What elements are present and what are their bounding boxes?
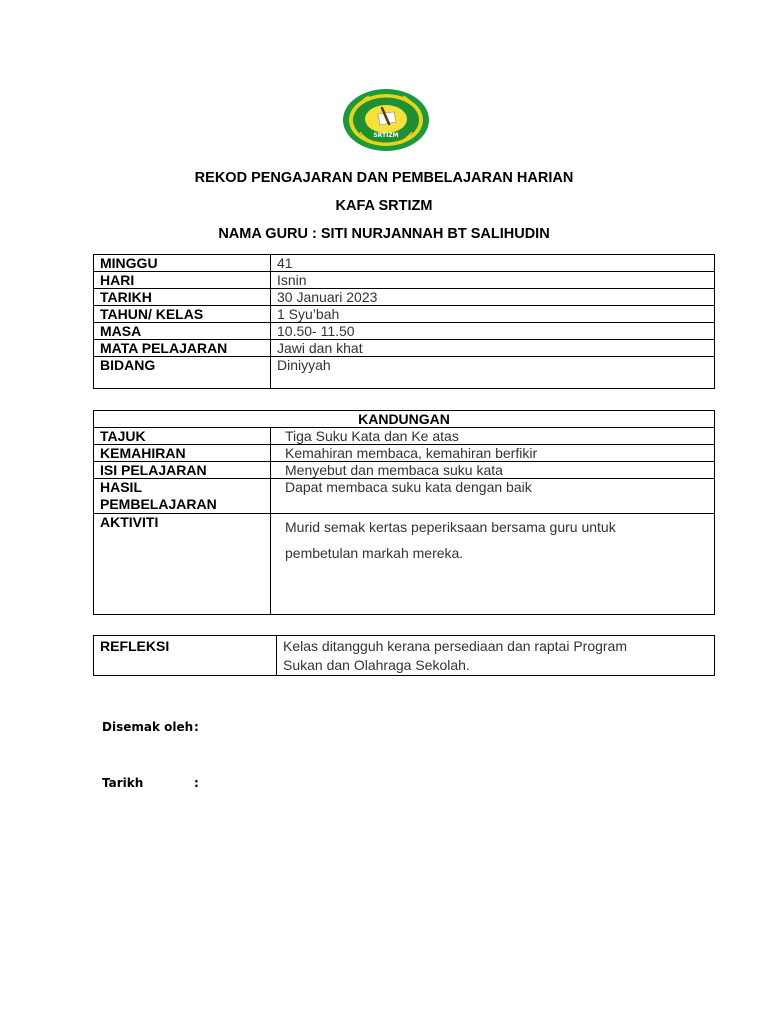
masa-value: 10.50- 11.50	[271, 323, 715, 340]
table-row	[94, 479, 715, 514]
hasil-label-line2: PEMBELAJARAN	[100, 496, 217, 512]
subjek-label: MATA PELAJARAN	[94, 340, 271, 357]
refleksi-line2: Sukan dan Olahraga Sekolah.	[283, 657, 470, 673]
document-title: REKOD PENGAJARAN DAN PEMBELAJARAN HARIAN	[194, 170, 574, 186]
tarikh-footer-colon: :	[194, 776, 199, 790]
hasil-label	[94, 479, 271, 514]
table-row	[94, 428, 715, 445]
refleksi-table	[93, 635, 715, 676]
table-row	[94, 272, 715, 289]
refleksi-line1: Kelas ditangguh kerana persediaan dan raptai Program	[283, 638, 628, 654]
kemahiran-label: KEMAHIRAN	[94, 445, 271, 462]
kelas-value: 1 Syu’bah	[271, 306, 715, 323]
table-row	[94, 255, 715, 272]
kemahiran-value: Kemahiran membaca, kemahiran berfikir	[271, 445, 715, 462]
kandungan-table	[93, 410, 715, 615]
aktiviti-label: AKTIVITI	[94, 514, 271, 615]
table-row	[94, 411, 715, 428]
bidang-value: Diniyyah	[271, 357, 715, 389]
logo-text: SRTIZM	[373, 132, 399, 139]
isi-value: Menyebut dan membaca suku kata	[271, 462, 715, 479]
kelas-label: TAHUN/ KELAS	[94, 306, 271, 323]
table-row	[94, 445, 715, 462]
table-row	[94, 462, 715, 479]
info-table	[93, 254, 715, 389]
hari-label: HARI	[94, 272, 271, 289]
kandungan-heading: KANDUNGAN	[94, 411, 715, 428]
table-row	[94, 323, 715, 340]
aktiviti-line2: pembetulan markah mereka.	[285, 545, 464, 561]
refleksi-value	[277, 636, 715, 676]
teacher-name: NAMA GURU : SITI NURJANNAH BT SALIHUDIN	[218, 226, 550, 242]
subjek-value: Jawi dan khat	[271, 340, 715, 357]
school-name: KAFA SRTIZM	[335, 198, 433, 214]
aktiviti-line1: Murid semak kertas peperiksaan bersama guru untuk	[285, 519, 616, 535]
minggu-label: MINGGU	[94, 255, 271, 272]
hasil-label-line1: HASIL	[100, 479, 142, 495]
bidang-label: BIDANG	[94, 357, 271, 389]
table-row	[94, 289, 715, 306]
hari-value: Isnin	[271, 272, 715, 289]
tarikh-label: TARIKH	[94, 289, 271, 306]
aktiviti-value	[271, 514, 715, 615]
tajuk-value: Tiga Suku Kata dan Ke atas	[271, 428, 715, 445]
school-logo	[342, 88, 430, 152]
table-row	[94, 514, 715, 615]
isi-label: ISI PELAJARAN	[94, 462, 271, 479]
refleksi-label: REFLEKSI	[94, 636, 277, 676]
hasil-value: Dapat membaca suku kata dengan baik	[271, 479, 715, 514]
disemak-colon: :	[194, 720, 199, 734]
table-row	[94, 636, 715, 676]
tarikh-footer-label: Tarikh	[102, 776, 144, 790]
masa-label: MASA	[94, 323, 271, 340]
disemak-label: Disemak oleh	[102, 720, 194, 734]
table-row	[94, 306, 715, 323]
tarikh-value: 30 Januari 2023	[271, 289, 715, 306]
table-row	[94, 357, 715, 389]
tajuk-label: TAJUK	[94, 428, 271, 445]
table-row	[94, 340, 715, 357]
minggu-value: 41	[271, 255, 715, 272]
